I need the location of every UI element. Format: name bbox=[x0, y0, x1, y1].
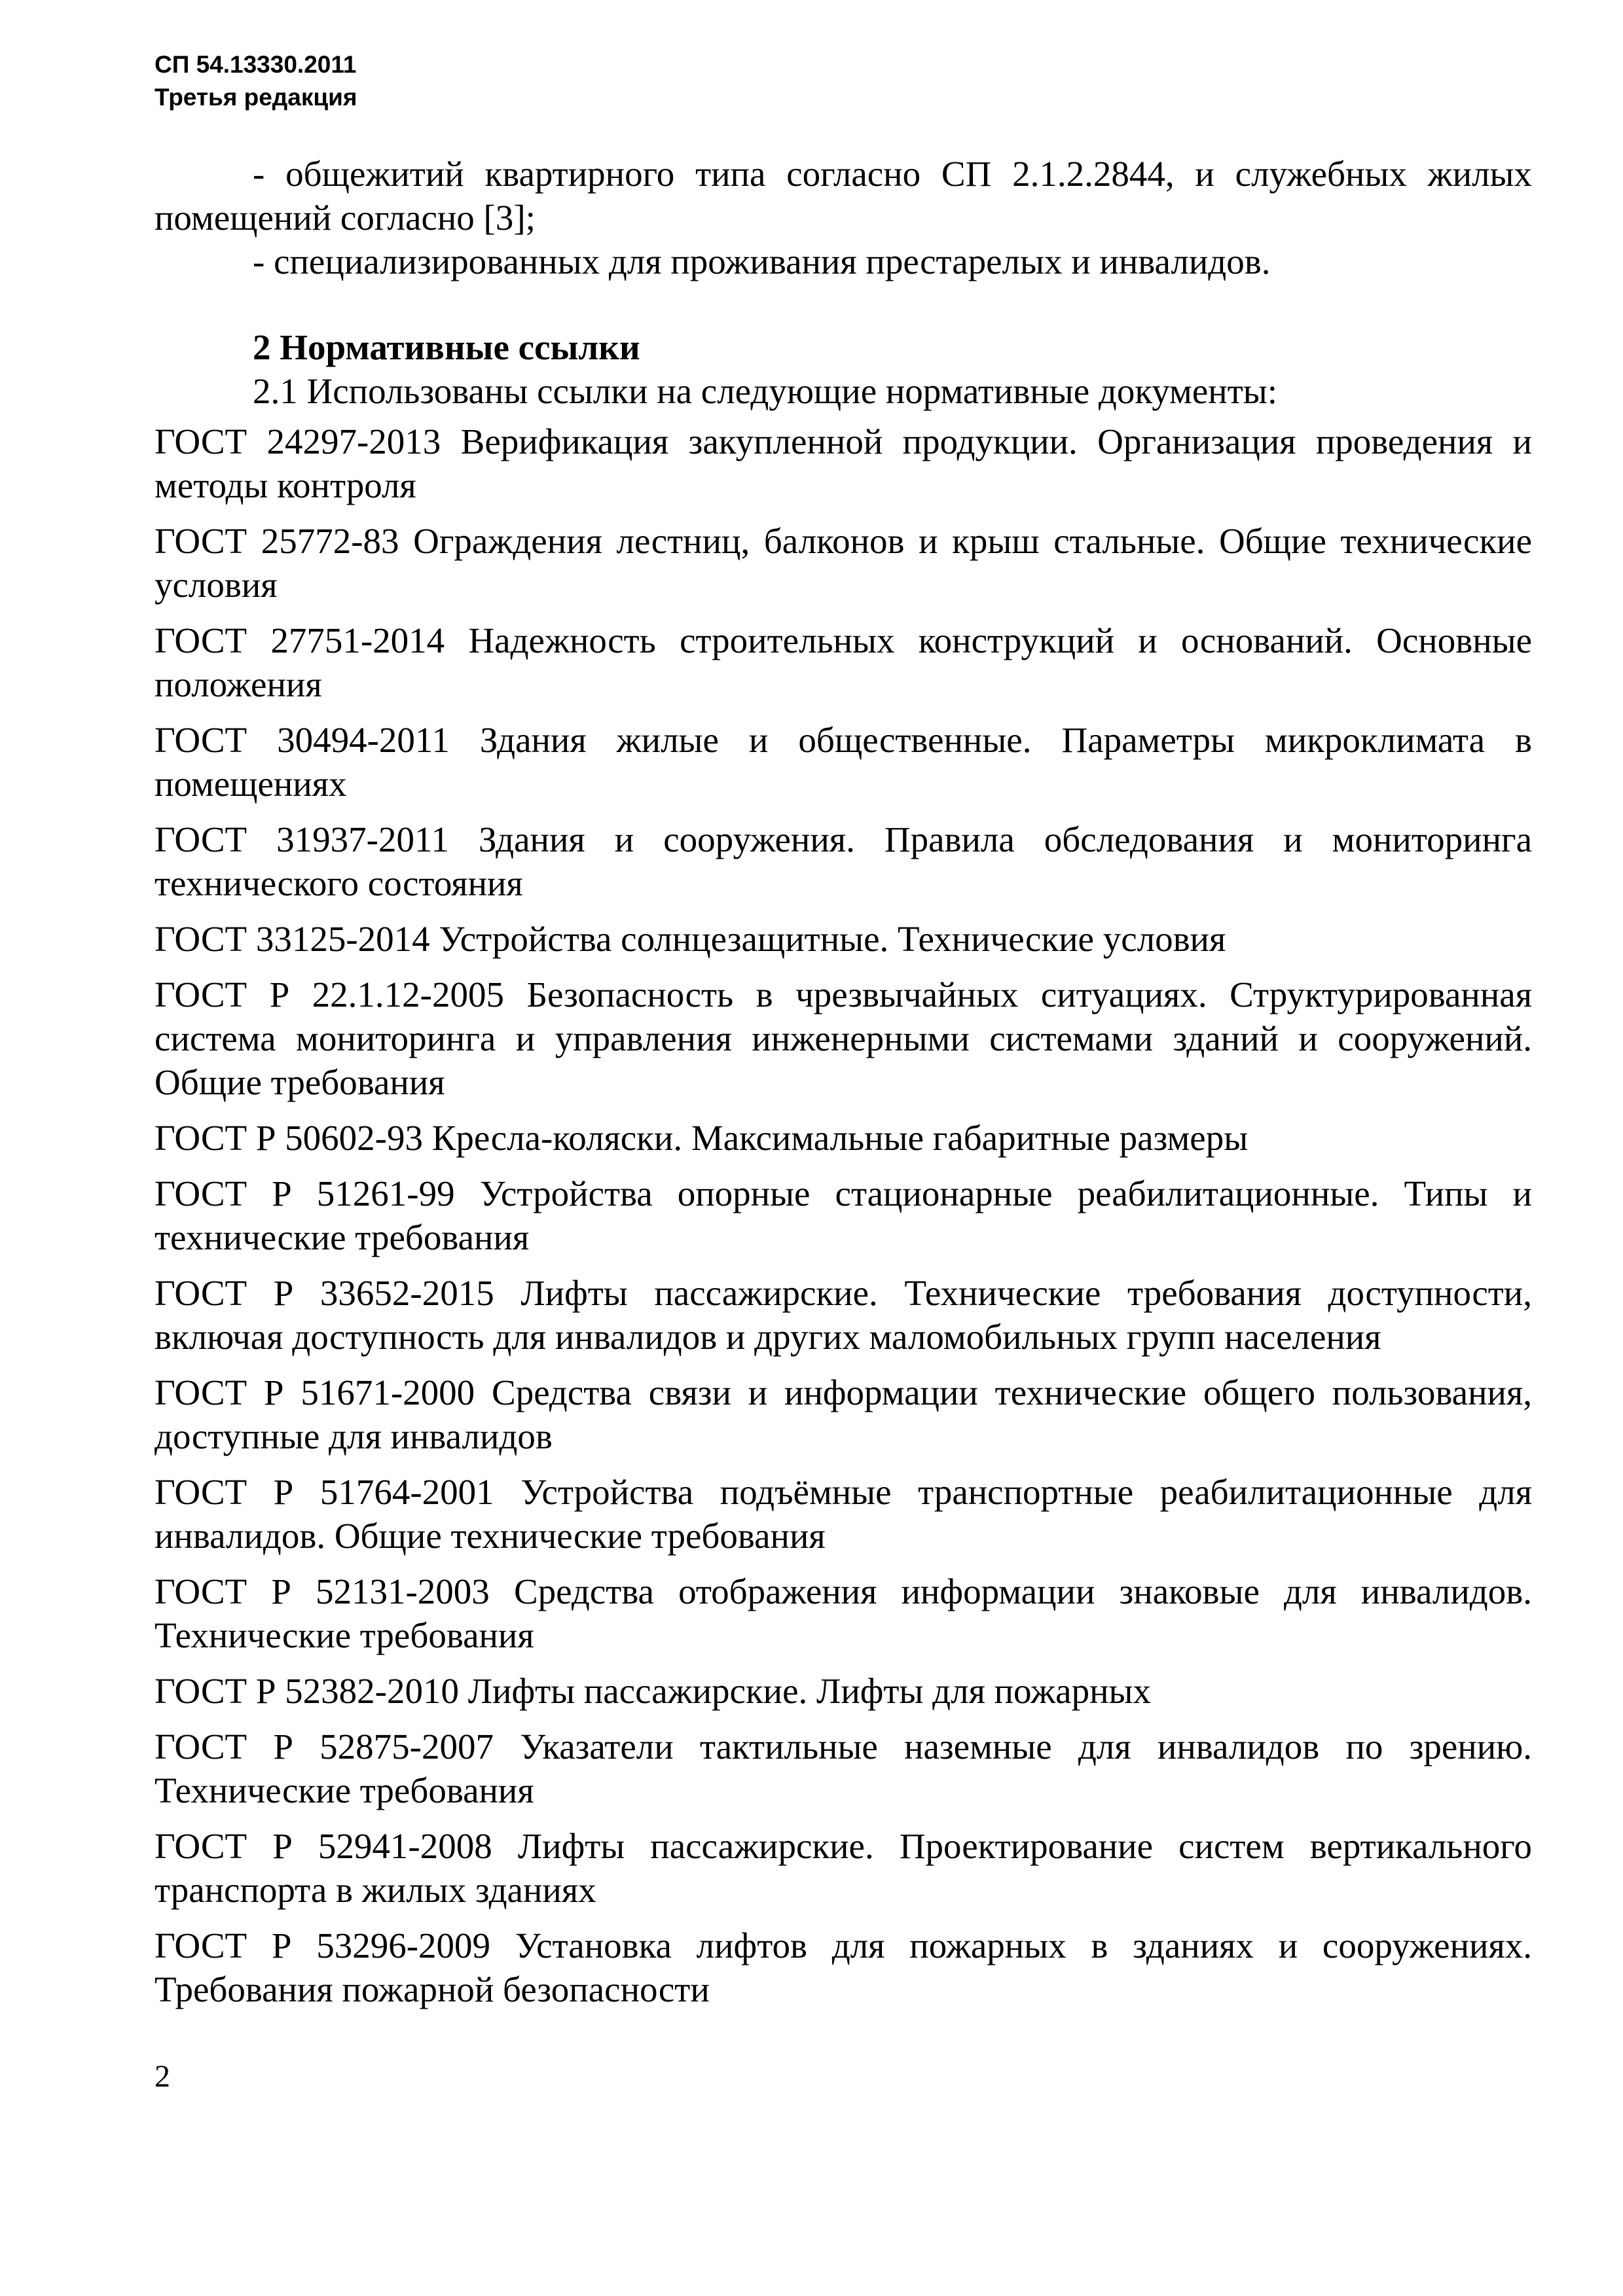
reference-item: ГОСТ Р 52131-2003 Средства отображения информации знаковые для инвалидов. Технические требования bbox=[155, 1571, 1532, 1655]
section-lead: 2.1 Использованы ссылки на следующие нормативные документы: bbox=[253, 371, 1277, 411]
intro-list-item: - общежитий квартирного типа согласно СП 2.1.2.2844, и служебных жилых помещений согласно [3]; bbox=[155, 154, 1532, 238]
reference-item: ГОСТ Р 52941-2008 Лифты пассажирские. Проектирование систем вертикального транспорта в жилых зданиях bbox=[155, 1826, 1532, 1910]
reference-item: ГОСТ Р 52875-2007 Указатели тактильные наземные для инвалидов по зрению. Технические требования bbox=[155, 1727, 1532, 1810]
reference-item: ГОСТ 27751-2014 Надежность строительных конструкций и оснований. Основные положения bbox=[155, 620, 1532, 704]
reference-item: ГОСТ Р 51261-99 Устройства опорные стационарные реабилитационные. Типы и технические требования bbox=[155, 1174, 1532, 1257]
document-header bbox=[155, 48, 357, 114]
reference-list bbox=[155, 420, 1532, 2011]
standard-code: СП 54.13330.2011 bbox=[155, 51, 357, 78]
document-body bbox=[155, 152, 1532, 2023]
reference-item: ГОСТ Р 50602-93 Кресла-коляски. Максимальные габаритные размеры bbox=[155, 1118, 1249, 1158]
edition-label: Третья редакция bbox=[155, 84, 357, 111]
reference-item: ГОСТ Р 51671-2000 Средства связи и информации технические общего пользования, доступные для инвалидов bbox=[155, 1372, 1532, 1456]
reference-item: ГОСТ 33125-2014 Устройства солнцезащитные. Технические условия bbox=[155, 919, 1226, 959]
section-title: 2 Нормативные ссылки bbox=[253, 327, 640, 367]
reference-item: ГОСТ 31937-2011 Здания и сооружения. Правила обследования и мониторинга технического состояния bbox=[155, 819, 1532, 903]
reference-item: ГОСТ Р 33652-2015 Лифты пассажирские. Технические требования доступности, включая доступность для инвалидов и других маломобильных групп населения bbox=[155, 1273, 1532, 1357]
reference-item: ГОСТ Р 52382-2010 Лифты пассажирские. Лифты для пожарных bbox=[155, 1671, 1151, 1711]
reference-item: ГОСТ 24297-2013 Верификация закупленной продукции. Организация проведения и методы контроля bbox=[155, 422, 1532, 505]
reference-item: ГОСТ Р 53296-2009 Установка лифтов для пожарных в зданиях и сооружениях. Требования пожарной безопасности bbox=[155, 1926, 1532, 2009]
page-number: 2 bbox=[155, 2059, 170, 2094]
reference-item: ГОСТ 25772-83 Ограждения лестниц, балконов и крыш стальные. Общие технические условия bbox=[155, 521, 1532, 605]
reference-item: ГОСТ Р 51764-2001 Устройства подъёмные транспортные реабилитационные для инвалидов. Общие технические требования bbox=[155, 1472, 1532, 1556]
reference-item: ГОСТ Р 22.1.12-2005 Безопасность в чрезвычайных ситуациях. Структурированная система мониторинга и управления инженерными системами зданий и сооружений. Общие требования bbox=[155, 975, 1532, 1102]
reference-item: ГОСТ 30494-2011 Здания жилые и общественные. Параметры микроклимата в помещениях bbox=[155, 720, 1532, 804]
intro-list-item: - специализированных для проживания престарелых и инвалидов. bbox=[253, 242, 1271, 281]
